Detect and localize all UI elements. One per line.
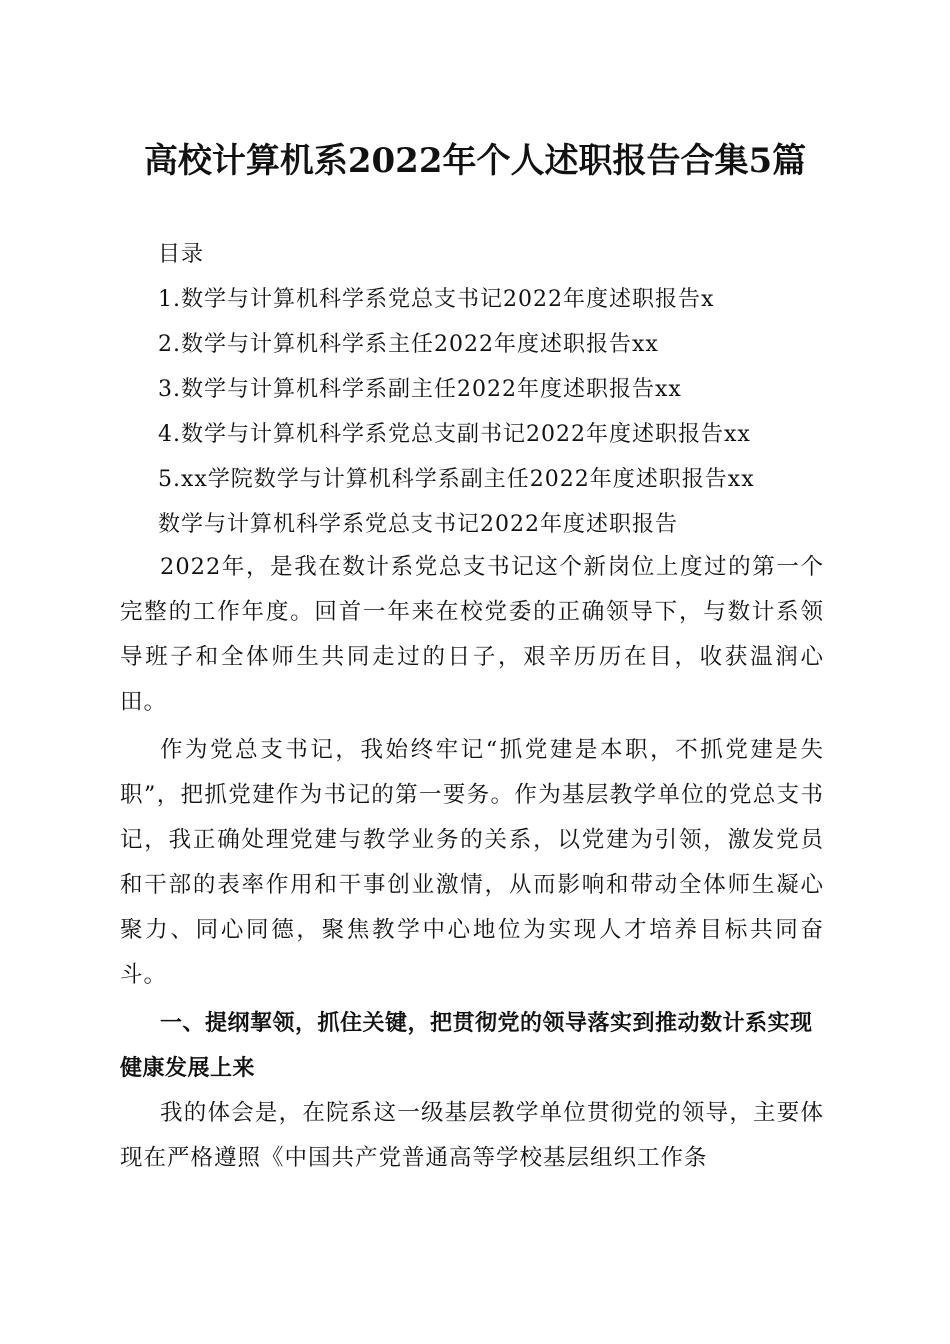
document-body xyxy=(120,545,824,1181)
toc-item-3: 3.数学与计算机科学系副主任2022年度述职报告xx xyxy=(158,377,682,402)
toc-item-5: 5.xx学院数学与计算机科学系副主任2022年度述职报告xx xyxy=(158,467,755,492)
table-of-contents xyxy=(158,232,838,547)
report-heading: 数学与计算机科学系党总支书记2022年度述职报告 xyxy=(158,512,678,537)
toc-item-1: 1.数学与计算机科学系党总支书记2022年度述职报告x xyxy=(158,287,715,312)
section-heading-1: 一、提纲挈领，抓住关键，把贯彻党的领导落实到推动数计系实现健康发展上来 xyxy=(120,1011,813,1081)
document-title: 高校计算机系2022年个人述职报告合集5篇 xyxy=(143,141,807,181)
body-paragraph-1: 2022年，是我在数计系党总支书记这个新岗位上度过的第一个完整的工作年度。回首一年来在校党委的正确领导下，与数计系领导班子和全体师生共同走过的日子，艰辛历历在目，收获温润心田。 xyxy=(120,554,824,715)
body-paragraph-2: 作为党总支书记，我始终牢记“抓党建是本职，不抓党建是失职”，把抓党建作为书记的第一要务。作为基层教学单位的党总支书记，我正确处理党建与教学业务的关系，以党建为引领，激发党员和干部的表率作用和干事创业激情，从而影响和带动全体师生凝心聚力、同心同德，聚焦教学中心地位为实现人才培养目标共同奋斗。 xyxy=(120,737,824,988)
toc-item-2: 2.数学与计算机科学系主任2022年度述职报告xx xyxy=(158,332,659,357)
toc-item-4: 4.数学与计算机科学系党总支副书记2022年度述职报告xx xyxy=(158,422,751,447)
toc-heading: 目录 xyxy=(158,242,205,267)
body-paragraph-3: 我的体会是，在院系这一级基层教学单位贯彻党的领导，主要体现在严格遵照《中国共产党普通高等学校基层组织工作条 xyxy=(120,1100,824,1171)
